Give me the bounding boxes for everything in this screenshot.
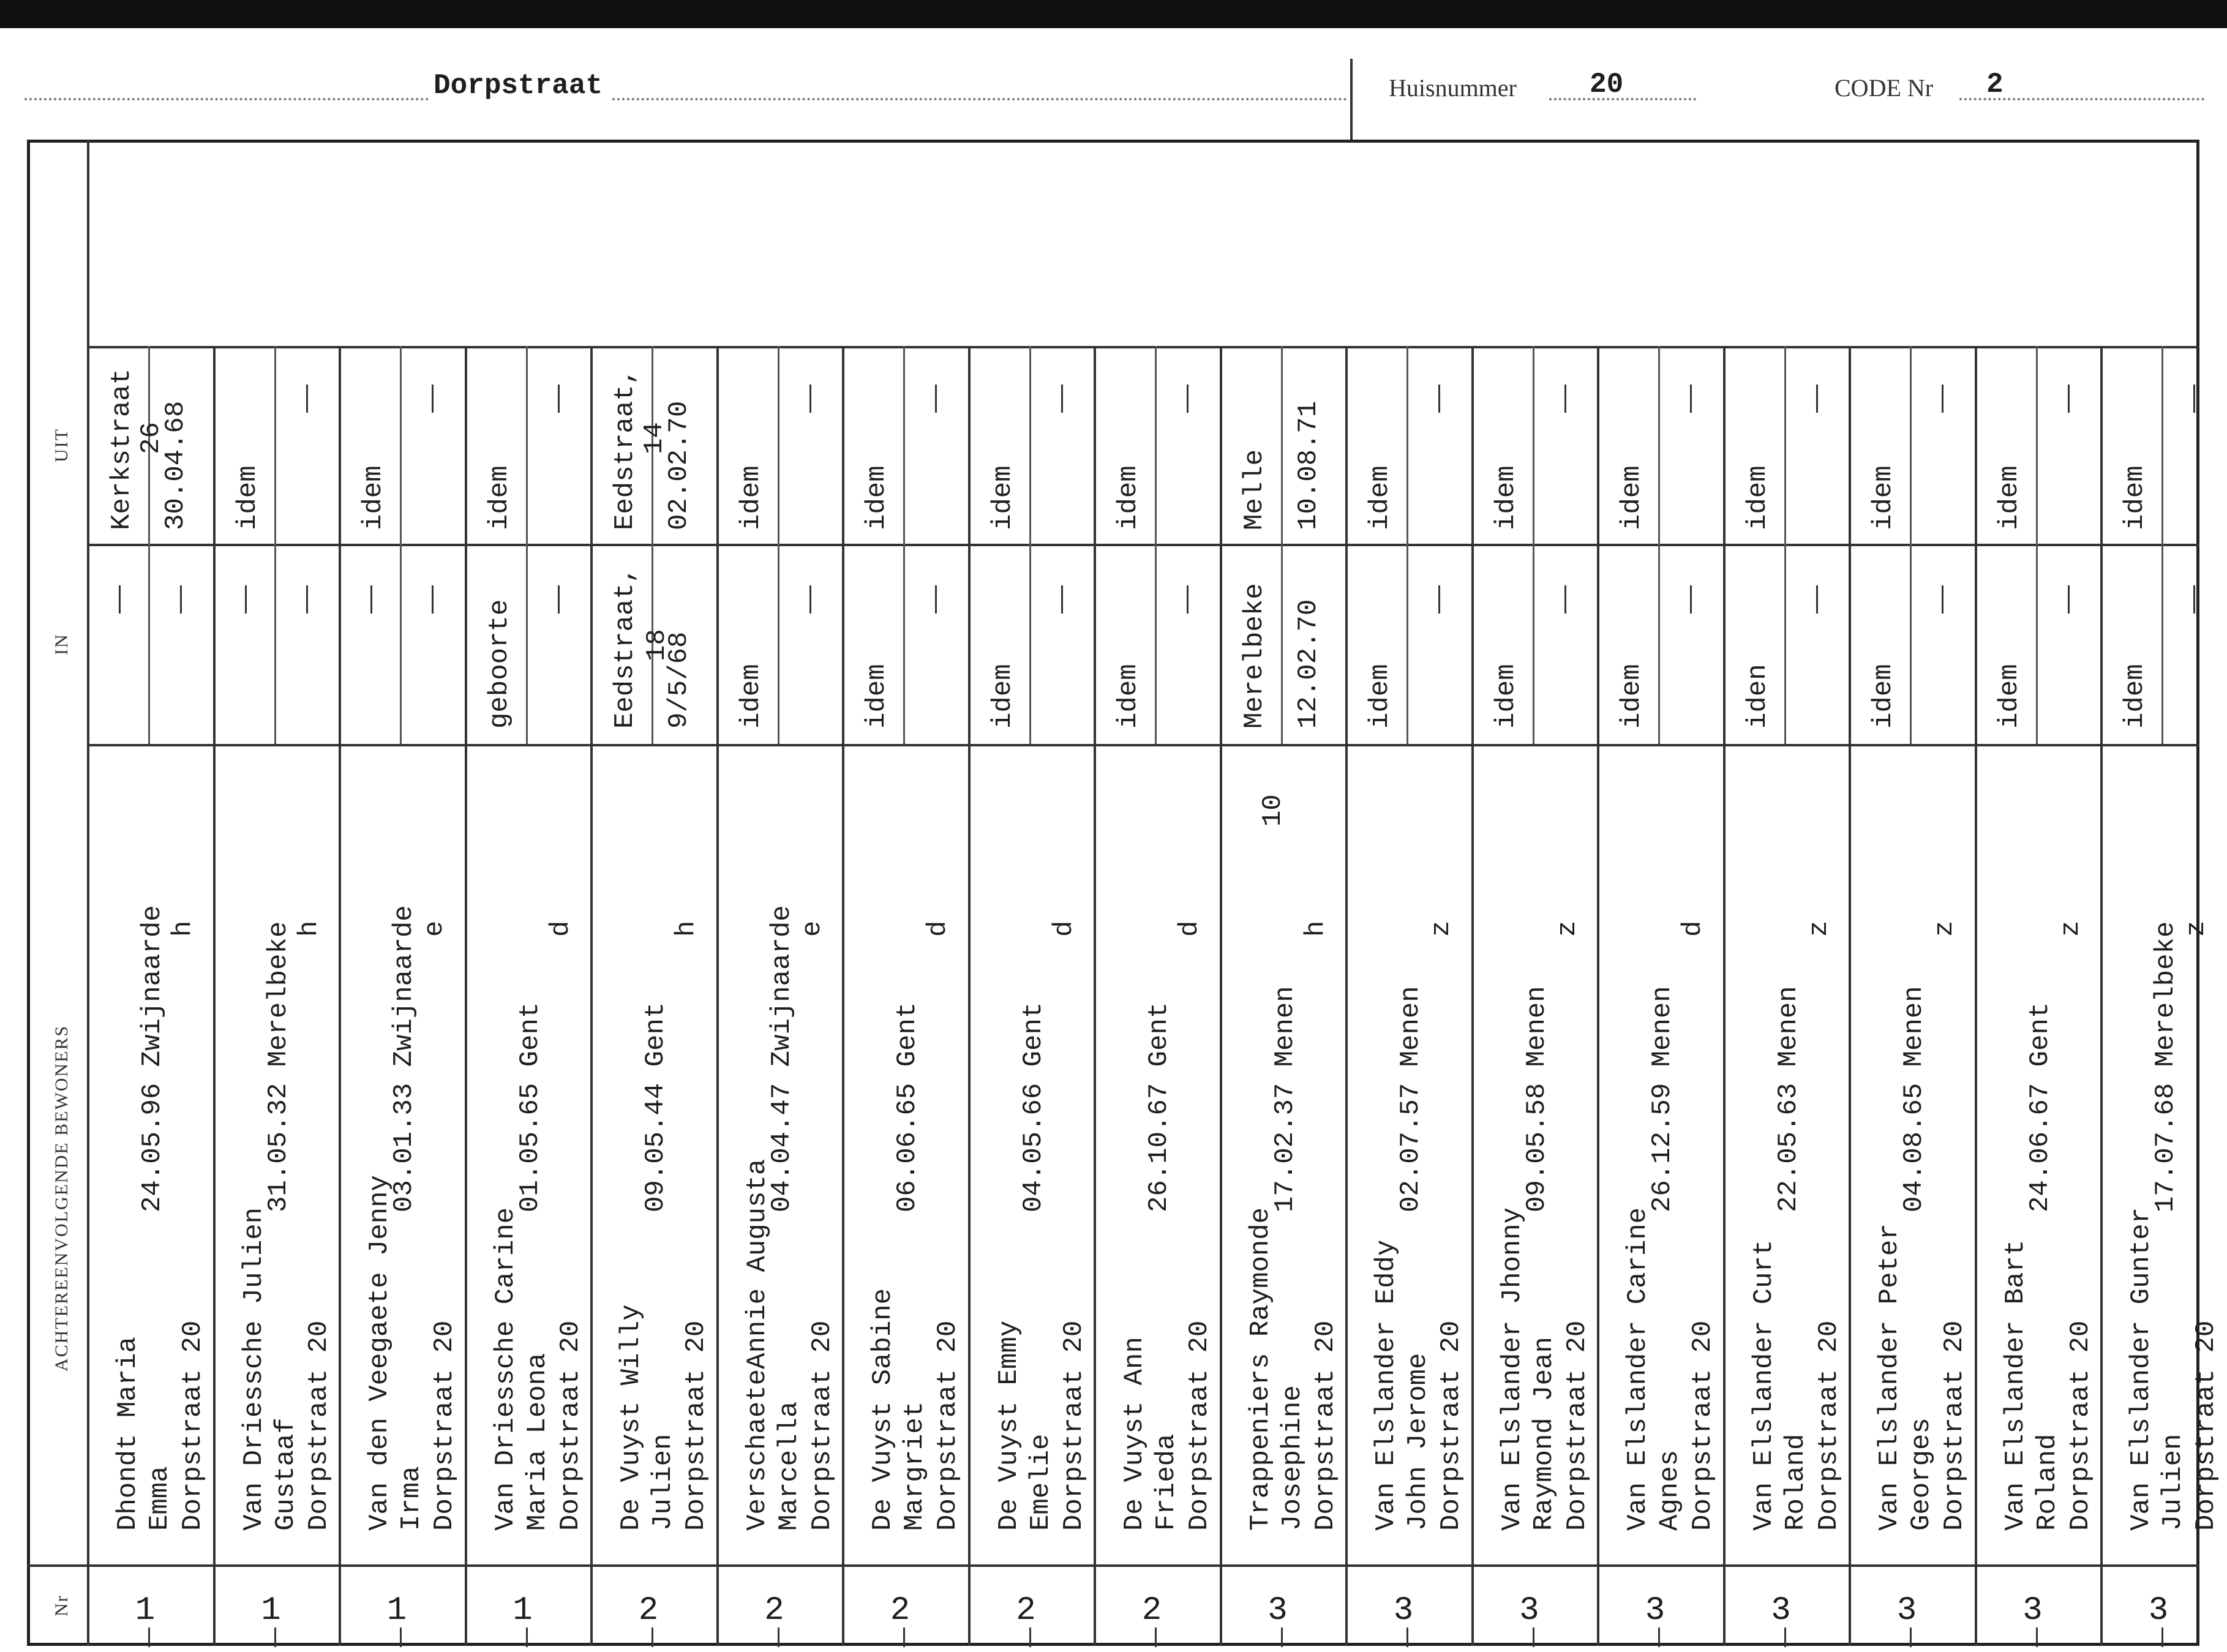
- in-empty-mark: [1690, 585, 1692, 614]
- resident-address: Dorpstraat 20: [1058, 1320, 1089, 1531]
- birth-date-place: 01.05.65 Gent: [514, 1002, 546, 1212]
- out-extra: 26: [136, 422, 167, 454]
- out-place: idem: [358, 465, 389, 530]
- resident-address: Dorpstraat 20: [303, 1320, 334, 1531]
- out-empty-mark: [1061, 385, 1063, 413]
- bottom-tick: [400, 1628, 402, 1647]
- resident-name: Van Driessche Julien: [238, 1207, 269, 1531]
- house-number: 20: [1590, 69, 1624, 100]
- resident-address: Dorpstraat 20: [178, 1320, 208, 1531]
- bottom-tick: [652, 1628, 653, 1647]
- row-number: 3: [1519, 1592, 1539, 1629]
- in-empty-mark: [2068, 585, 2070, 614]
- in-cell-divider: [1281, 544, 1283, 744]
- resident-name: Van Elslander Peter: [1874, 1223, 1905, 1531]
- in-empty-mark: [1187, 585, 1189, 614]
- resident-name: Van Elslander Bart: [2000, 1239, 2031, 1531]
- in-cell-divider: [526, 544, 528, 744]
- column-header-nr: Nr: [51, 1594, 72, 1616]
- out-empty-mark: [1564, 385, 1566, 413]
- resident-address: Dorpstraat 20: [1310, 1320, 1341, 1531]
- column-header-in: IN: [51, 633, 72, 655]
- out-cell-divider: [1658, 346, 1660, 544]
- row-number: 3: [2148, 1592, 2169, 1629]
- out-cell-divider: [400, 346, 402, 544]
- in-cell-divider: [778, 544, 779, 744]
- row-note: 10: [1257, 794, 1288, 827]
- resident-address: Dorpstraat 20: [429, 1320, 460, 1531]
- out-place: Eedstraat,: [610, 368, 640, 530]
- out-place: idem: [484, 465, 515, 530]
- resident-given-names: Maria Leona: [522, 1353, 553, 1531]
- column-divider: [968, 346, 971, 1646]
- household-code: z: [1426, 920, 1457, 937]
- code-dotted-line: [1959, 98, 2204, 100]
- birth-date-place: 26.12.59 Menen: [1647, 986, 1678, 1212]
- in-place: idem: [1113, 664, 1144, 729]
- household-code: d: [545, 920, 576, 937]
- resident-address: Dorpstraat 20: [1939, 1320, 1970, 1531]
- birth-date-place: 02.07.57 Menen: [1395, 986, 1426, 1212]
- birth-date-place: 04.04.47 Zwijnaarde: [766, 905, 797, 1212]
- resident-name: Van den Veegaete Jenny: [364, 1175, 395, 1531]
- resident-address: Dorpstraat 20: [681, 1320, 712, 1531]
- row-number: 3: [1896, 1592, 1917, 1629]
- row-number: 2: [764, 1592, 784, 1629]
- row-number: 2: [638, 1592, 659, 1629]
- in-empty-mark: [180, 585, 182, 614]
- in-place: idem: [987, 664, 1018, 729]
- row-number: 3: [1771, 1592, 1791, 1629]
- resident-given-names: Julien: [2158, 1433, 2188, 1531]
- in-cell-divider: [1658, 544, 1660, 744]
- column-divider: [2100, 346, 2103, 1646]
- birth-date-place: 04.05.66 Gent: [1018, 1002, 1049, 1212]
- column-divider: [213, 346, 216, 1646]
- in-place: idem: [735, 664, 767, 729]
- out-place: Kerkstraat: [107, 368, 137, 530]
- out-place: Melle: [1239, 449, 1270, 530]
- in-empty-mark: [1438, 585, 1440, 614]
- out-place: idem: [1742, 465, 1773, 530]
- out-empty-mark: [1816, 385, 1818, 413]
- column-divider: [1471, 346, 1474, 1646]
- out-cell-divider: [2036, 346, 2038, 544]
- bottom-tick: [2161, 1628, 2163, 1647]
- row-number: 2: [890, 1592, 911, 1629]
- column-header-residents: ACHTEREENVOLGENDE BEWONERS: [51, 1024, 72, 1372]
- out-cell-divider: [1029, 346, 1031, 544]
- resident-given-names: Roland: [1780, 1433, 1811, 1531]
- in-empty-mark: [1564, 585, 1566, 614]
- in-place: idem: [1490, 664, 1522, 729]
- out-cell-divider: [778, 346, 779, 544]
- house-number-label: Huisnummer: [1389, 74, 1517, 102]
- bottom-tick: [1155, 1628, 1157, 1647]
- out-extra: 14: [639, 422, 670, 454]
- bottom-tick: [2036, 1628, 2038, 1647]
- out-empty-mark: [935, 385, 937, 413]
- household-code: e: [419, 920, 450, 937]
- code-label: CODE Nr: [1835, 74, 1934, 102]
- out-empty-mark: [558, 385, 560, 413]
- resident-address: Dorpstraat 20: [806, 1320, 838, 1531]
- resident-given-names: Marcella: [773, 1401, 805, 1531]
- resident-name: Van Elslander Gunter: [2126, 1207, 2157, 1531]
- out-place: idem: [1490, 465, 1522, 530]
- household-code: h: [671, 920, 702, 937]
- in-date: 9/5/68: [664, 631, 694, 729]
- household-code: z: [1929, 920, 1960, 937]
- out-cell-divider: [1784, 346, 1786, 544]
- resident-given-names: Josephine: [1277, 1385, 1308, 1531]
- row-number: 3: [1645, 1592, 1666, 1629]
- house-number-dotted-line: [1549, 98, 1696, 100]
- in-cell-divider: [1406, 544, 1408, 744]
- bottom-tick: [1281, 1628, 1283, 1647]
- out-place: idem: [735, 465, 767, 530]
- in-place: idem: [2120, 664, 2150, 729]
- birth-date-place: 04.08.65 Menen: [1899, 986, 1929, 1212]
- resident-address: Dorpstraat 20: [555, 1320, 586, 1531]
- out-place: idem: [1868, 465, 1899, 530]
- resident-name: Dhondt Maria: [113, 1337, 143, 1531]
- bottom-tick: [1910, 1628, 1912, 1647]
- column-divider: [1220, 346, 1222, 1646]
- column-divider: [590, 346, 593, 1646]
- household-code: z: [2181, 920, 2212, 937]
- row-number: 1: [513, 1592, 533, 1629]
- out-empty-mark: [1942, 385, 1943, 413]
- out-empty-mark: [1187, 385, 1189, 413]
- in-cell-divider: [1533, 544, 1534, 744]
- nr-divider-line: [27, 1564, 2199, 1567]
- in-cell-divider: [400, 544, 402, 744]
- in-place: iden: [1742, 664, 1773, 729]
- in-empty-mark: [306, 585, 308, 614]
- row-number: 1: [135, 1592, 156, 1629]
- in-cell-divider: [1029, 544, 1031, 744]
- resident-address: Dorpstraat 20: [1813, 1320, 1844, 1531]
- bottom-tick: [1658, 1628, 1660, 1647]
- column-divider: [1849, 346, 1851, 1646]
- birth-date-place: 22.05.63 Menen: [1773, 986, 1804, 1212]
- row-number: 2: [1016, 1592, 1036, 1629]
- resident-given-names: Julien: [648, 1433, 678, 1531]
- label-column-divider: [87, 140, 89, 1646]
- out-cell-divider: [1533, 346, 1534, 544]
- household-code: d: [923, 920, 953, 937]
- resident-given-names: Irma: [396, 1466, 427, 1531]
- in-cell-divider: [274, 544, 276, 744]
- out-cell-divider: [1155, 346, 1157, 544]
- out-date: 10.08.71: [1293, 400, 1324, 530]
- resident-given-names: Roland: [2032, 1433, 2063, 1531]
- resident-name: Trappeniers Raymonde: [1245, 1207, 1276, 1531]
- household-code: z: [1803, 920, 1835, 937]
- resident-given-names: Raymond Jean: [1528, 1337, 1560, 1531]
- header-divider: [1350, 59, 1353, 142]
- column-divider: [716, 346, 719, 1646]
- resident-name: VerschaeteAnnie Augusta: [742, 1158, 773, 1531]
- household-code: h: [293, 920, 325, 937]
- out-cell-divider: [1406, 346, 1408, 544]
- resident-given-names: John Jerome: [1403, 1353, 1433, 1531]
- bottom-tick: [526, 1628, 528, 1647]
- bottom-tick: [1533, 1628, 1534, 1647]
- out-empty-mark: [432, 385, 434, 413]
- in-place: geboorte: [484, 599, 515, 729]
- in-place: Eedstraat,: [610, 566, 640, 729]
- in-place: idem: [1617, 664, 1647, 729]
- household-code: h: [1300, 920, 1331, 937]
- out-empty-mark: [1690, 385, 1692, 413]
- in-cell-divider: [148, 544, 150, 744]
- birth-date-place: 31.05.32 Merelbeke: [263, 921, 294, 1212]
- bottom-tick: [1784, 1628, 1786, 1647]
- code-number: 2: [1986, 69, 2004, 100]
- out-place: idem: [987, 465, 1018, 530]
- column-divider: [1975, 346, 1977, 1646]
- row-number: 3: [1393, 1592, 1414, 1629]
- in-empty-mark: [245, 585, 247, 614]
- household-code: z: [1552, 920, 1583, 937]
- out-cell-divider: [903, 346, 905, 544]
- in-empty-mark: [1816, 585, 1818, 614]
- in-out-divider-line: [87, 544, 2199, 546]
- street-dotted-line-right: [612, 98, 1347, 100]
- in-empty-mark: [119, 585, 121, 614]
- resident-given-names: Margriet: [899, 1401, 930, 1531]
- in-cell-divider: [1784, 544, 1786, 744]
- household-code: z: [2055, 920, 2086, 937]
- street-dotted-line: [24, 98, 429, 100]
- resident-given-names: Frieda: [1151, 1433, 1182, 1531]
- row-number: 3: [1267, 1592, 1288, 1629]
- column-divider: [1723, 346, 1726, 1646]
- out-cell-divider: [1281, 346, 1283, 544]
- out-empty-mark: [809, 385, 811, 413]
- out-date: 30.04.68: [160, 400, 191, 530]
- resident-given-names: Agnes: [1654, 1449, 1685, 1531]
- out-place: idem: [1617, 465, 1647, 530]
- resident-name: Van Driessche Carine: [490, 1207, 521, 1531]
- resident-given-names: Emelie: [1025, 1433, 1056, 1531]
- in-empty-mark: [2193, 585, 2195, 614]
- bottom-tick: [1029, 1628, 1031, 1647]
- column-divider: [1345, 346, 1348, 1646]
- household-code: h: [168, 920, 198, 937]
- out-empty-mark: [1438, 385, 1440, 413]
- out-date: 02.02.70: [664, 400, 694, 530]
- column-header-out: UIT: [51, 428, 72, 462]
- birth-date-place: 09.05.58 Menen: [1521, 986, 1552, 1212]
- birth-date-place: 03.01.33 Zwijnaarde: [389, 905, 419, 1212]
- out-place: idem: [2120, 465, 2150, 530]
- out-place: idem: [1365, 465, 1395, 530]
- in-cell-divider: [2161, 544, 2163, 744]
- in-place: idem: [1868, 664, 1899, 729]
- street-name: Dorpstraat: [434, 70, 603, 102]
- out-place: idem: [862, 465, 892, 530]
- resident-name: Van Elslander Jhonny: [1497, 1207, 1528, 1531]
- out-cell-divider: [526, 346, 528, 544]
- out-empty-mark: [2068, 385, 2070, 413]
- out-section-top-line: [87, 346, 2199, 348]
- bottom-tick: [778, 1628, 779, 1647]
- resident-name: De Vuyst Ann: [1119, 1337, 1150, 1531]
- resident-address: Dorpstraat 20: [1688, 1320, 1718, 1531]
- bottom-tick: [1406, 1628, 1408, 1647]
- birth-date-place: 24.05.96 Zwijnaarde: [137, 905, 168, 1212]
- row-number: 1: [261, 1592, 281, 1629]
- birth-date-place: 26.10.67 Gent: [1144, 1002, 1174, 1212]
- resident-address: Dorpstraat 20: [2065, 1320, 2096, 1531]
- bottom-tick: [903, 1628, 905, 1647]
- birth-date-place: 17.02.37 Menen: [1269, 986, 1301, 1212]
- resident-address: Dorpstraat 20: [2191, 1320, 2221, 1531]
- in-empty-mark: [370, 585, 372, 614]
- birth-date-place: 06.06.65 Gent: [892, 1002, 923, 1212]
- column-divider: [842, 346, 844, 1646]
- out-empty-mark: [2193, 385, 2195, 413]
- residents-in-divider-line: [87, 744, 2199, 746]
- column-divider: [1094, 346, 1096, 1646]
- resident-name: Van Elslander Curt: [1748, 1239, 1779, 1531]
- in-place: idem: [862, 664, 892, 729]
- birth-date-place: 24.06.67 Gent: [2024, 1002, 2056, 1212]
- out-place: idem: [1113, 465, 1144, 530]
- in-place: Merelbeke: [1239, 583, 1270, 729]
- row-number: 3: [2022, 1592, 2043, 1629]
- row-number: 2: [1141, 1592, 1162, 1629]
- column-divider: [465, 346, 467, 1646]
- in-empty-mark: [935, 585, 937, 614]
- in-place: idem: [1365, 664, 1395, 729]
- household-code: d: [1678, 920, 1708, 937]
- resident-name: De Vuyst Willy: [616, 1304, 647, 1531]
- out-cell-divider: [2161, 346, 2163, 544]
- household-code: d: [1174, 920, 1205, 937]
- resident-address: Dorpstraat 20: [1561, 1320, 1593, 1531]
- row-number: 1: [386, 1592, 407, 1629]
- resident-name: Van Elslander Eddy: [1371, 1239, 1402, 1531]
- in-place: idem: [1994, 664, 2025, 729]
- birth-date-place: 09.05.44 Gent: [640, 1002, 671, 1212]
- resident-name: De Vuyst Emmy: [993, 1320, 1024, 1531]
- out-place: idem: [232, 465, 263, 530]
- resident-given-names: Georges: [1906, 1417, 1937, 1531]
- out-cell-divider: [1910, 346, 1912, 544]
- out-cell-divider: [274, 346, 276, 544]
- in-empty-mark: [558, 585, 560, 614]
- in-empty-mark: [809, 585, 811, 614]
- in-cell-divider: [2036, 544, 2038, 744]
- resident-address: Dorpstraat 20: [1436, 1320, 1467, 1531]
- in-empty-mark: [1061, 585, 1063, 614]
- column-divider: [1597, 346, 1599, 1646]
- household-code: d: [1048, 920, 1080, 937]
- resident-given-names: Gustaaf: [270, 1417, 301, 1531]
- in-cell-divider: [1910, 544, 1912, 744]
- resident-name: Van Elslander Carine: [1623, 1207, 1653, 1531]
- in-date: 12.02.70: [1293, 599, 1324, 729]
- bottom-tick: [274, 1628, 276, 1647]
- resident-name: De Vuyst Sabine: [868, 1288, 898, 1531]
- bottom-tick: [148, 1628, 150, 1647]
- in-empty-mark: [1942, 585, 1943, 614]
- in-empty-mark: [432, 585, 434, 614]
- in-cell-divider: [1155, 544, 1157, 744]
- resident-given-names: Emma: [145, 1466, 175, 1531]
- column-divider: [339, 346, 341, 1646]
- top-scan-border: [0, 0, 2227, 28]
- out-empty-mark: [306, 385, 308, 413]
- in-extra: 18: [642, 629, 672, 661]
- household-code: e: [797, 920, 828, 937]
- in-cell-divider: [903, 544, 905, 744]
- birth-date-place: 17.07.68 Merelbeke: [2150, 921, 2181, 1212]
- out-place: idem: [1994, 465, 2025, 530]
- resident-address: Dorpstraat 20: [1184, 1320, 1215, 1531]
- resident-address: Dorpstraat 20: [933, 1320, 963, 1531]
